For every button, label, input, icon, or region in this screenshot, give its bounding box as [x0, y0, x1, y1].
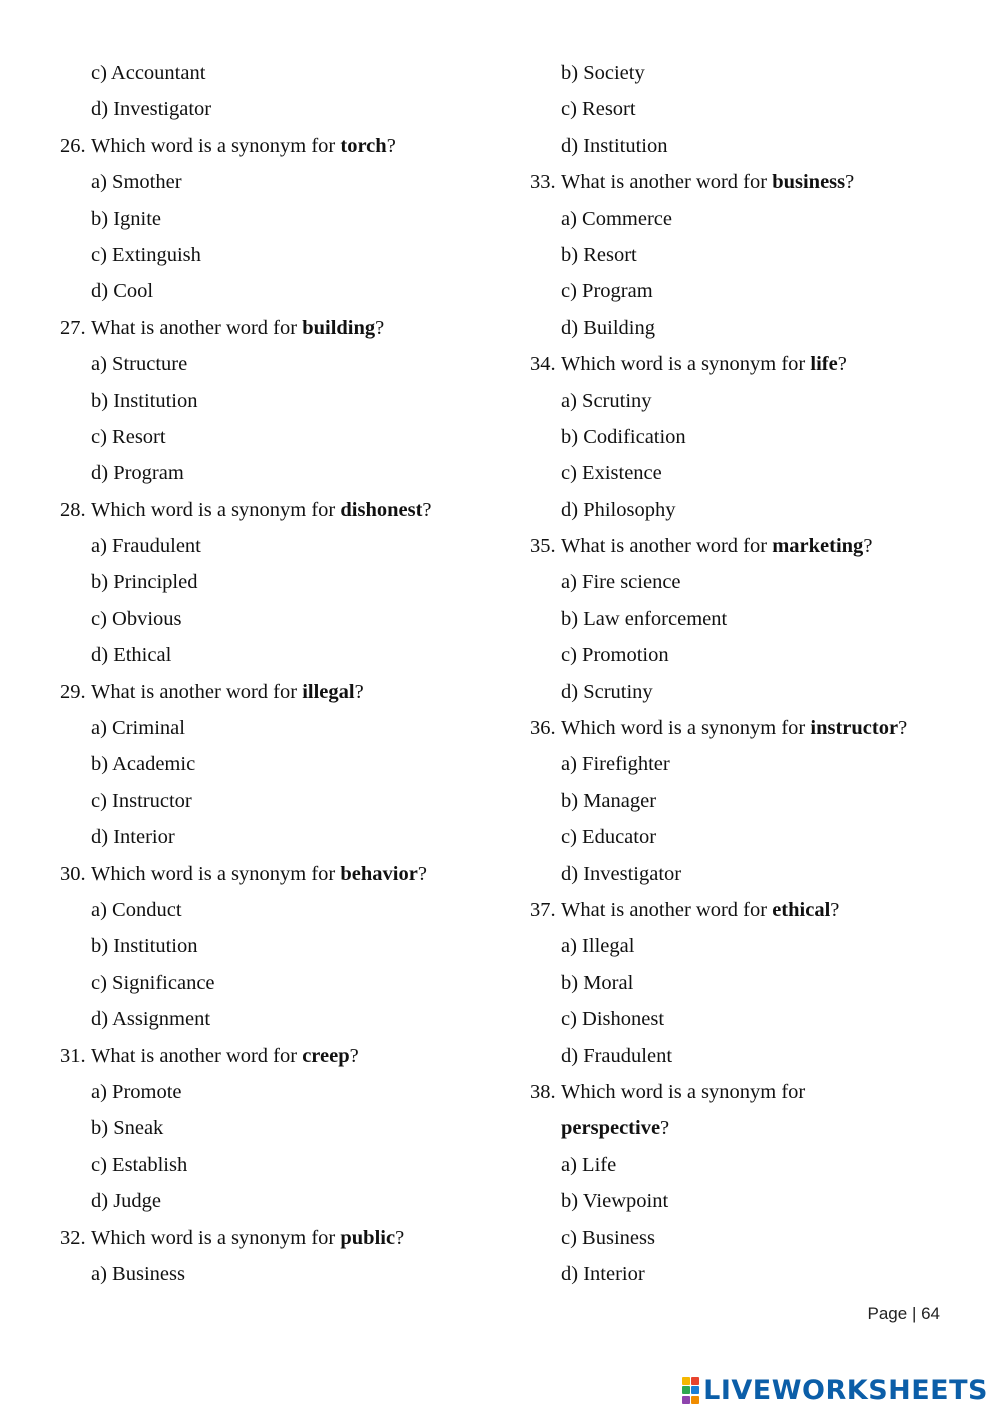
answer-option[interactable]: c) Business [561, 1226, 655, 1249]
question-stem [530, 346, 970, 382]
target-word: instructor [810, 717, 899, 740]
question-mark: ? [395, 1226, 405, 1249]
question-number: 37. [530, 898, 556, 921]
question-mark: ? [375, 316, 385, 339]
question-mark: ? [349, 1044, 359, 1067]
question-mark: ? [863, 535, 873, 558]
question-stem [530, 528, 970, 564]
question-number: 29. [60, 680, 86, 703]
answer-option[interactable]: b) Manager [561, 789, 657, 812]
question-number: 31. [60, 1044, 86, 1067]
answer-option[interactable]: b) Ignite [91, 207, 162, 230]
answer-option[interactable]: a) Structure [91, 353, 188, 376]
question-number: 36. [530, 717, 556, 740]
target-word: torch [340, 134, 387, 157]
left-column [60, 55, 500, 1292]
answer-option[interactable]: c) Program [561, 280, 653, 303]
answer-option[interactable]: b) Law enforcement [561, 607, 728, 630]
page-number: Page | 64 [867, 1304, 940, 1323]
answer-option[interactable]: d) Scrutiny [561, 680, 653, 703]
question-stem [60, 1220, 500, 1256]
answer-option[interactable]: b) Viewpoint [561, 1190, 669, 1213]
question-number: 35. [530, 535, 556, 558]
answer-option[interactable]: a) Conduct [91, 898, 182, 921]
answer-option[interactable]: c) Existence [561, 462, 662, 485]
answer-option[interactable]: c) Accountant [91, 62, 206, 84]
question-mark: ? [660, 1117, 670, 1140]
question-text: Which word is a synonym for [91, 1226, 341, 1249]
answer-option[interactable]: a) Illegal [561, 935, 635, 958]
question-stem [530, 710, 970, 746]
question-number: 28. [60, 498, 86, 521]
question-mark: ? [417, 862, 427, 885]
answer-option[interactable]: c) Resort [91, 425, 166, 448]
answer-option[interactable]: a) Scrutiny [561, 389, 652, 412]
answer-option[interactable]: d) Interior [91, 826, 175, 849]
target-word: public [340, 1226, 396, 1249]
question-number: 26. [60, 134, 86, 157]
answer-option[interactable]: a) Firefighter [561, 753, 670, 776]
answer-option[interactable]: b) Resort [561, 243, 637, 266]
answer-option[interactable]: d) Building [561, 316, 655, 339]
answer-option[interactable]: a) Commerce [561, 207, 672, 230]
question-stem [60, 1038, 500, 1074]
target-word: life [810, 353, 838, 376]
question-number: 27. [60, 316, 86, 339]
answer-option[interactable]: d) Philosophy [561, 498, 676, 521]
answer-option[interactable]: a) Criminal [91, 717, 185, 740]
answer-option[interactable]: b) Institution [91, 389, 198, 412]
answer-option[interactable]: c) Obvious [91, 607, 182, 630]
right-column [530, 55, 970, 1292]
brand-name: LIVEWORKSHEETS [703, 1374, 988, 1406]
answer-option[interactable]: c) Extinguish [91, 243, 201, 266]
target-word: creep [302, 1044, 350, 1067]
answer-option[interactable]: b) Principled [91, 571, 198, 594]
target-word: illegal [302, 680, 355, 703]
question-text: Which word is a synonym for [561, 1080, 806, 1103]
question-text: What is another word for [561, 535, 773, 558]
question-stem [60, 492, 500, 528]
question-mark: ? [386, 134, 396, 157]
answer-option[interactable]: d) Interior [561, 1262, 645, 1285]
question-number: 30. [60, 862, 86, 885]
target-word: perspective [561, 1117, 661, 1140]
answer-option[interactable]: a) Fire science [561, 571, 681, 594]
question-stem [60, 856, 500, 892]
question-mark: ? [830, 898, 840, 921]
answer-option[interactable]: d) Investigator [561, 862, 682, 885]
question-text: What is another word for [91, 1044, 303, 1067]
question-text: Which word is a synonym for [561, 717, 811, 740]
question-stem [60, 128, 500, 164]
question-text: What is another word for [91, 316, 303, 339]
answer-option[interactable]: d) Assignment [91, 1008, 211, 1031]
answer-option[interactable]: a) Life [561, 1153, 617, 1176]
question-mark: ? [898, 717, 908, 740]
answer-option[interactable]: c) Dishonest [561, 1008, 665, 1031]
answer-option[interactable]: d) Cool [91, 280, 154, 303]
target-word: business [772, 171, 846, 194]
liveworksheets-logo[interactable] [682, 1372, 988, 1408]
target-word: ethical [772, 898, 831, 921]
question-text: What is another word for [91, 680, 303, 703]
answer-option[interactable]: c) Resort [561, 98, 636, 121]
target-word: marketing [772, 535, 864, 558]
answer-option[interactable]: a) Business [91, 1262, 185, 1285]
question-stem [530, 164, 970, 200]
answer-option[interactable]: c) Significance [91, 971, 215, 994]
answer-option[interactable]: d) Institution [561, 134, 668, 157]
answer-option[interactable]: d) Investigator [91, 98, 212, 121]
question-mark: ? [845, 171, 855, 194]
target-word: building [302, 316, 376, 339]
answer-option[interactable]: d) Program [91, 462, 184, 485]
answer-option[interactable]: a) Promote [91, 1080, 182, 1103]
question-number: 38. [530, 1080, 556, 1103]
question-text: Which word is a synonym for [91, 862, 341, 885]
answer-option[interactable]: b) Academic [91, 753, 196, 776]
answer-option[interactable]: a) Fraudulent [91, 535, 201, 558]
answer-option[interactable]: b) Society [561, 62, 645, 84]
logo-grid-icon [682, 1377, 700, 1404]
answer-option[interactable]: d) Ethical [91, 644, 172, 667]
question-number: 33. [530, 171, 556, 194]
target-word: dishonest [340, 498, 423, 521]
question-mark: ? [422, 498, 432, 521]
question-stem [60, 674, 500, 710]
question-continuation [530, 1110, 970, 1146]
answer-option[interactable]: b) Codification [561, 425, 686, 448]
answer-option[interactable]: d) Fraudulent [561, 1044, 673, 1067]
question-number: 34. [530, 353, 556, 376]
question-text: Which word is a synonym for [91, 498, 341, 521]
answer-option[interactable]: b) Institution [91, 935, 198, 958]
question-mark: ? [837, 353, 847, 376]
question-stem [60, 310, 500, 346]
question-text: Which word is a synonym for [561, 353, 811, 376]
question-text: What is another word for [561, 898, 773, 921]
question-stem [530, 1074, 970, 1110]
question-text: Which word is a synonym for [91, 134, 341, 157]
answer-option[interactable]: c) Promotion [561, 644, 669, 667]
answer-option[interactable]: c) Educator [561, 826, 657, 849]
answer-option[interactable]: c) Instructor [91, 789, 192, 812]
question-number: 32. [60, 1226, 86, 1249]
answer-option[interactable]: d) Judge [91, 1190, 162, 1213]
answer-option[interactable]: b) Sneak [91, 1117, 164, 1140]
question-text: What is another word for [561, 171, 773, 194]
question-stem [530, 892, 970, 928]
answer-option[interactable]: b) Moral [561, 971, 634, 994]
question-mark: ? [354, 680, 364, 703]
answer-option[interactable]: c) Establish [91, 1153, 188, 1176]
target-word: behavior [340, 862, 418, 885]
answer-option[interactable]: a) Smother [91, 171, 182, 194]
